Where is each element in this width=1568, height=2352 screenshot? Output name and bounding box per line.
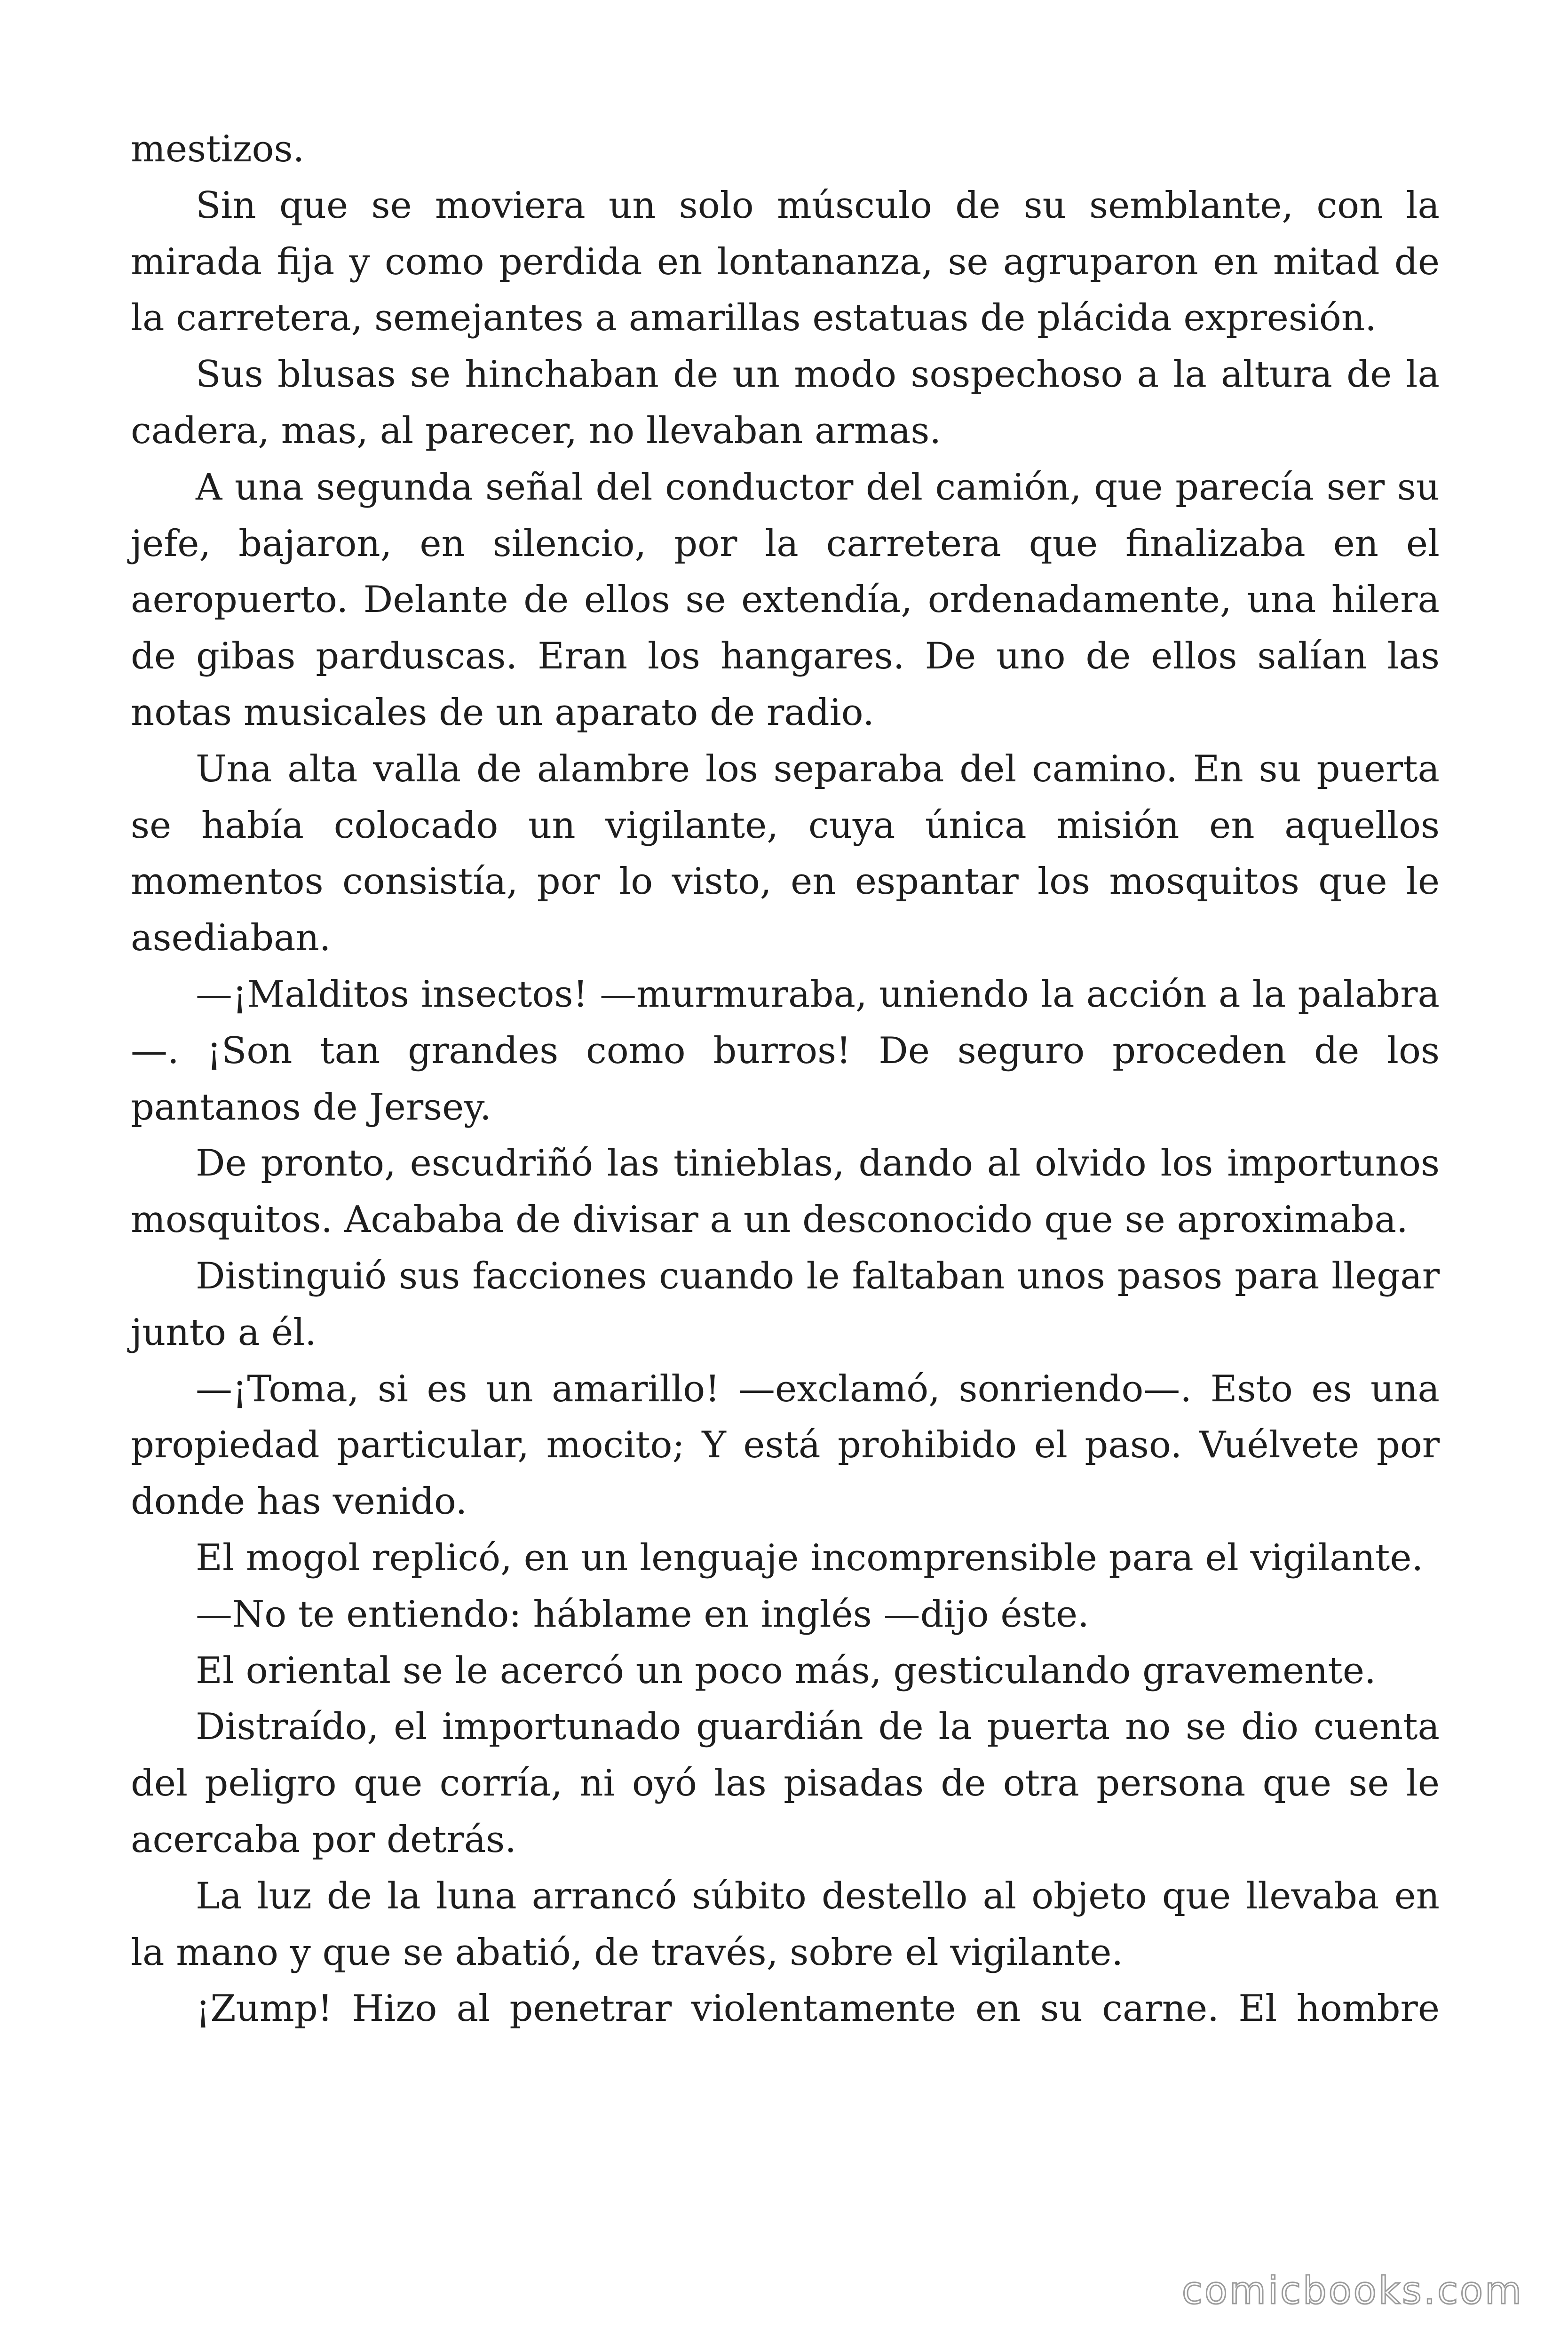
- paragraph: Distraído, el importunado guardián de la puerta no se dio cuenta del peligro que corría, ni oyó las pisadas de otra persona que se le acercaba por detrás.: [131, 1706, 1440, 1861]
- paragraph: —No te entiendo: háblame en inglés —dijo éste.: [196, 1593, 1089, 1636]
- paragraph: —¡Toma, si es un amarillo! —exclamó, sonriendo—. Esto es una propiedad particular, mocito; Y está prohibido el paso. Vuélvete por donde has venido.: [131, 1367, 1440, 1523]
- body-text: [131, 121, 1440, 2037]
- paragraph: De pronto, escudriñó las tinieblas, dando al olvido los importunos mosquitos. Acababa de divisar a un desconocido que se aproximaba.: [131, 1142, 1440, 1241]
- paragraph: El mogol replicó, en un lenguaje incomprensible para el vigilante.: [196, 1536, 1424, 1579]
- paragraph: La luz de la luna arrancó súbito destello al objeto que llevaba en la mano y que se abatió, de través, sobre el vigilante.: [131, 1875, 1440, 1974]
- paragraph: A una segunda señal del conductor del camión, que parecía ser su jefe, bajaron, en silencio, por la carretera que finalizaba en el aeropuerto. Delante de ellos se extendía, ordenadamente, una hilera de gibas parduscas. Eran los hangares. De uno de ellos salían las notas musicales de un aparato de radio.: [131, 466, 1440, 734]
- paragraph: Una alta valla de alambre los separaba del camino. En su puerta se había colocado un vigilante, cuya única misión en aquellos momentos consistía, por lo visto, en espantar los mosquitos que le asediaban.: [131, 747, 1440, 960]
- paragraph: Distinguió sus facciones cuando le faltaban unos pasos para llegar junto a él.: [131, 1255, 1440, 1354]
- paragraph: El oriental se le acercó un poco más, gesticulando gravemente.: [196, 1649, 1376, 1692]
- watermark: comicbooks.com: [1181, 2269, 1523, 2312]
- paragraph: Sin que se moviera un solo músculo de su semblante, con la mirada fija y como perdida en lontananza, se agruparon en mitad de la carretera, semejantes a amarillas estatuas de plácida expresión.: [131, 184, 1440, 340]
- paragraph: mestizos.: [131, 128, 305, 170]
- paragraph: —¡Malditos insectos! —murmuraba, uniendo la acción a la palabra—. ¡Son tan grandes como burros! De seguro proceden de los pantanos de Jersey.: [131, 973, 1440, 1128]
- paragraph: ¡Zump! Hizo al penetrar violentamente en su carne. El hombre: [196, 1987, 1440, 2030]
- paragraph: Sus blusas se hinchaban de un modo sospechoso a la altura de la cadera, mas, al parecer, no llevaban armas.: [131, 353, 1440, 452]
